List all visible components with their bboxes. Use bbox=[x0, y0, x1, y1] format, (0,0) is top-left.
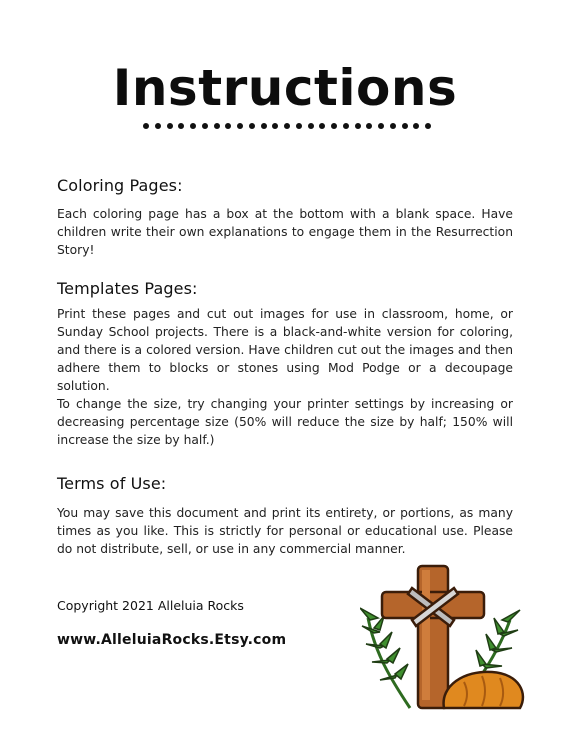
website-link[interactable]: www.AlleluiaRocks.Etsy.com bbox=[57, 632, 287, 648]
templates-pages-text: Print these pages and cut out images for use in classroom, home, or Sunday School projects. There is a black-and-white version for coloring, and there is a colored version. Have children cut out the images and then adhere them to blocks or stones using Mod Podge or a decoupage solution. bbox=[57, 307, 513, 393]
dotted-divider bbox=[143, 122, 431, 130]
terms-of-use-text: You may save this document and print its entirety, or portions, as many times as you like. This is strictly for personal or educational use. Please do not distribute, sell, or use in any commercial manner. bbox=[57, 506, 513, 556]
templates-pages-heading: Templates Pages: bbox=[57, 279, 198, 298]
copyright-text: Copyright 2021 Alleluia Rocks bbox=[57, 598, 244, 613]
coloring-pages-heading: Coloring Pages: bbox=[57, 176, 183, 195]
terms-of-use-heading: Terms of Use: bbox=[57, 474, 167, 493]
resize-instructions-text: To change the size, try changing your printer settings by increasing or decreasing percentage size (50% will reduce the size by half; 150% will increase the size by half.) bbox=[57, 397, 513, 447]
palm-leaf-left-icon bbox=[360, 608, 410, 708]
page-title: Instructions bbox=[112, 59, 458, 117]
coloring-pages-text: Each coloring page has a box at the bottom with a blank space. Have children write their own explanations to engage them in the Resurrection Story! bbox=[57, 207, 513, 257]
bread-loaf-icon bbox=[444, 672, 523, 708]
cross-with-palm-and-bread-icon bbox=[360, 558, 530, 716]
